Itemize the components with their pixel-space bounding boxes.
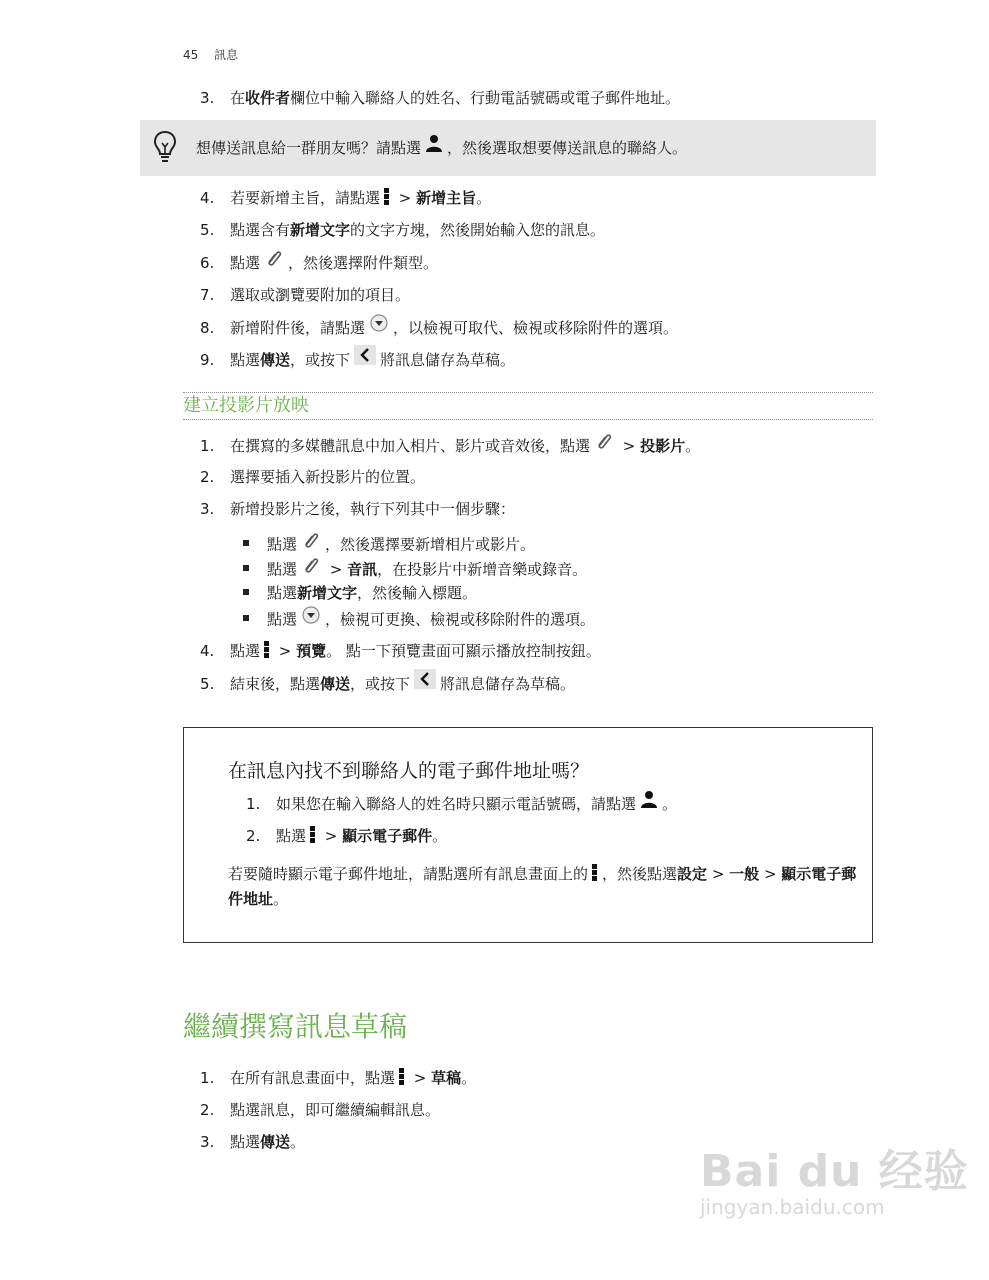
text-segment: 新增附件後，請點選 bbox=[230, 319, 366, 337]
bold-term: 音訊 bbox=[347, 560, 378, 579]
watermark bbox=[700, 1135, 969, 1219]
bullet-item bbox=[243, 607, 595, 629]
bold-term: 顯示電子郵件 bbox=[342, 827, 433, 845]
text-segment: ，或按下 bbox=[350, 675, 411, 693]
person-icon bbox=[640, 790, 658, 815]
bullet-marker bbox=[243, 615, 249, 621]
text-segment: > bbox=[759, 865, 782, 883]
step-number: 6. bbox=[200, 254, 215, 272]
tip-text-after: ，然後選取想要傳送訊息的聯絡人。 bbox=[447, 139, 688, 157]
step-item bbox=[200, 250, 438, 274]
step-item bbox=[200, 671, 575, 695]
text-segment: 將訊息儲存為草稿。 bbox=[380, 351, 516, 369]
step-number: 2. bbox=[200, 468, 215, 486]
text-segment: ，然後選擇要新增相片或影片。 bbox=[325, 535, 536, 554]
bold-term: 新增文字 bbox=[290, 221, 351, 239]
text-segment: 選取或瀏覽要附加的項目。 bbox=[230, 286, 411, 304]
text-segment: 在撰寫的多媒體訊息中加入相片、影片或音效後，點選 bbox=[230, 437, 591, 455]
step-item bbox=[200, 639, 601, 663]
text-segment: > bbox=[320, 827, 343, 845]
step-item bbox=[200, 1130, 305, 1154]
bold-term: 新增主旨 bbox=[416, 189, 477, 207]
text-segment: 點選 bbox=[230, 351, 261, 369]
step-number: 7. bbox=[200, 286, 215, 304]
text-segment: 點選 bbox=[276, 827, 307, 845]
watermark-url: jingyan.baidu.com bbox=[700, 1195, 885, 1219]
menu-icon bbox=[399, 1065, 405, 1089]
step-number: 2. bbox=[200, 1101, 215, 1119]
text-segment: 點選 bbox=[230, 642, 261, 660]
menu-icon bbox=[310, 823, 316, 847]
text-segment: ，然後輸入標題。 bbox=[357, 584, 478, 602]
text-segment: 點選 bbox=[230, 254, 261, 272]
text-segment: 。 bbox=[461, 1069, 477, 1087]
text-segment: ，或按下 bbox=[290, 351, 351, 369]
person-icon bbox=[425, 134, 443, 159]
bold-term: 投影片 bbox=[640, 437, 686, 455]
text-segment: ，在投影片中新增音樂或錄音。 bbox=[377, 560, 588, 579]
step-item bbox=[200, 86, 680, 110]
info-box-title: 在訊息內找不到聯絡人的電子郵件地址嗎？ bbox=[228, 760, 590, 782]
menu-icon bbox=[592, 861, 598, 885]
text-segment: > bbox=[409, 1069, 432, 1087]
bold-term: 預覽 bbox=[296, 642, 327, 660]
text-segment: 在所有訊息畫面中，點選 bbox=[230, 1069, 396, 1087]
text-segment: 的文字方塊，然後開始輸入您的訊息。 bbox=[350, 221, 606, 239]
step-item bbox=[200, 315, 678, 339]
step-number: 4. bbox=[200, 189, 215, 207]
bullet-marker bbox=[243, 565, 249, 571]
bullet-marker bbox=[243, 540, 249, 546]
tip-text bbox=[196, 136, 687, 161]
bullet-item bbox=[243, 557, 587, 579]
step-number: 8. bbox=[200, 319, 215, 337]
text-segment: 點選 bbox=[230, 1133, 261, 1151]
step-item bbox=[200, 1098, 440, 1122]
step-number: 9. bbox=[200, 351, 215, 369]
text-segment: 在 bbox=[230, 89, 246, 107]
step-item bbox=[200, 218, 605, 242]
text-segment: 結束後，點選 bbox=[230, 675, 321, 693]
bold-term: 一般 bbox=[729, 865, 760, 883]
bullet-marker bbox=[243, 589, 249, 595]
dropdown-circle-icon bbox=[301, 605, 321, 631]
bold-term: 傳送 bbox=[260, 1133, 291, 1151]
text-segment: 。 bbox=[432, 827, 448, 845]
lightbulb-icon bbox=[153, 130, 177, 164]
text-segment: 點選含有 bbox=[230, 221, 291, 239]
text-segment: 若要隨時顯示電子郵件地址，請點選所有訊息畫面上的 bbox=[228, 865, 589, 883]
step-number: 3. bbox=[200, 89, 215, 107]
text-segment: ，檢視可更換、檢視或移除附件的選項。 bbox=[325, 610, 596, 629]
text-segment: > bbox=[707, 865, 730, 883]
text-segment: > bbox=[325, 560, 348, 579]
tip-text-before: 想傳送訊息給一群朋友嗎？請點選 bbox=[196, 139, 422, 157]
text-segment: 。 點一下預覽畫面可顯示播放控制按鈕。 bbox=[326, 642, 601, 660]
step-item bbox=[200, 186, 491, 210]
paperclip-icon bbox=[594, 431, 614, 458]
tip-box bbox=[140, 120, 876, 176]
paperclip-icon bbox=[301, 530, 321, 556]
info-box-note bbox=[228, 862, 858, 911]
watermark-brand: Bai du 经验 bbox=[700, 1146, 969, 1197]
page-number: 45 bbox=[183, 48, 199, 62]
text-segment: 點選 bbox=[267, 610, 298, 629]
text-segment: 新增投影片之後，執行下列其中一個步驟： bbox=[230, 500, 516, 518]
step-number: 3. bbox=[200, 500, 215, 518]
text-segment: 將訊息儲存為草稿。 bbox=[440, 675, 576, 693]
bold-term: 傳送 bbox=[320, 675, 351, 693]
header-section: 訊息 bbox=[214, 48, 239, 62]
text-segment: 欄位中輸入聯絡人的姓名、行動電話號碼或電子郵件地址。 bbox=[290, 89, 681, 107]
step-item bbox=[200, 433, 700, 457]
step-number: 1. bbox=[246, 795, 261, 813]
text-segment: > bbox=[394, 189, 417, 207]
text-segment: 點選 bbox=[267, 584, 298, 602]
text-segment: > bbox=[274, 642, 297, 660]
menu-icon bbox=[264, 638, 270, 662]
text-segment: 選擇要插入新投影片的位置。 bbox=[230, 468, 426, 486]
bold-term: 顯示電子郵件地址 bbox=[228, 865, 857, 908]
paperclip-icon bbox=[264, 248, 284, 275]
text-segment: 。 bbox=[662, 795, 678, 813]
text-segment: 。 bbox=[273, 889, 289, 908]
step-number: 5. bbox=[200, 675, 215, 693]
step-number: 1. bbox=[200, 1069, 215, 1087]
text-segment: ，然後選擇附件類型。 bbox=[288, 254, 439, 272]
text-segment: ，然後點選 bbox=[602, 865, 678, 883]
text-segment: ，以檢視可取代、檢視或移除附件的選項。 bbox=[393, 319, 679, 337]
back-icon bbox=[414, 669, 436, 696]
dropdown-circle-icon bbox=[369, 313, 389, 340]
text-segment: 點選 bbox=[267, 560, 298, 579]
menu-icon bbox=[384, 185, 390, 209]
bold-term: 傳送 bbox=[260, 351, 291, 369]
step-item bbox=[200, 283, 410, 307]
section-title: 建立投影片放映 bbox=[183, 395, 309, 416]
text-segment: > bbox=[618, 437, 641, 455]
bold-term: 設定 bbox=[677, 865, 708, 883]
step-number: 5. bbox=[200, 221, 215, 239]
text-segment: 點選訊息，即可繼續編輯訊息。 bbox=[230, 1101, 441, 1119]
step-number: 1. bbox=[200, 437, 215, 455]
text-segment: 若要新增主旨，請點選 bbox=[230, 189, 381, 207]
text-segment: 。 bbox=[290, 1133, 306, 1151]
bullet-item bbox=[243, 582, 477, 604]
bullet-item bbox=[243, 532, 535, 554]
page-header bbox=[183, 46, 250, 63]
box-step-item bbox=[246, 824, 447, 848]
section-heading-slideshow bbox=[183, 392, 873, 420]
box-step-item bbox=[246, 792, 677, 816]
text-segment: 如果您在輸入聯絡人的姓名時只顯示電話號碼，請點選 bbox=[276, 795, 637, 813]
bold-term: 新增文字 bbox=[297, 584, 358, 602]
step-item bbox=[200, 347, 515, 371]
info-box bbox=[183, 727, 873, 943]
section-heading-drafts: 繼續撰寫訊息草稿 bbox=[183, 1010, 408, 1043]
bold-term: 收件者 bbox=[245, 89, 291, 107]
bold-term: 草稿 bbox=[431, 1069, 462, 1087]
step-number: 4. bbox=[200, 642, 215, 660]
text-segment: 。 bbox=[685, 437, 701, 455]
step-number: 3. bbox=[200, 1133, 215, 1151]
paperclip-icon bbox=[301, 555, 321, 581]
text-segment: 。 bbox=[476, 189, 492, 207]
step-number: 2. bbox=[246, 827, 261, 845]
step-item bbox=[200, 465, 425, 489]
step-item bbox=[200, 1066, 476, 1090]
step-item bbox=[200, 497, 515, 521]
text-segment: 點選 bbox=[267, 535, 298, 554]
back-icon bbox=[354, 345, 376, 372]
